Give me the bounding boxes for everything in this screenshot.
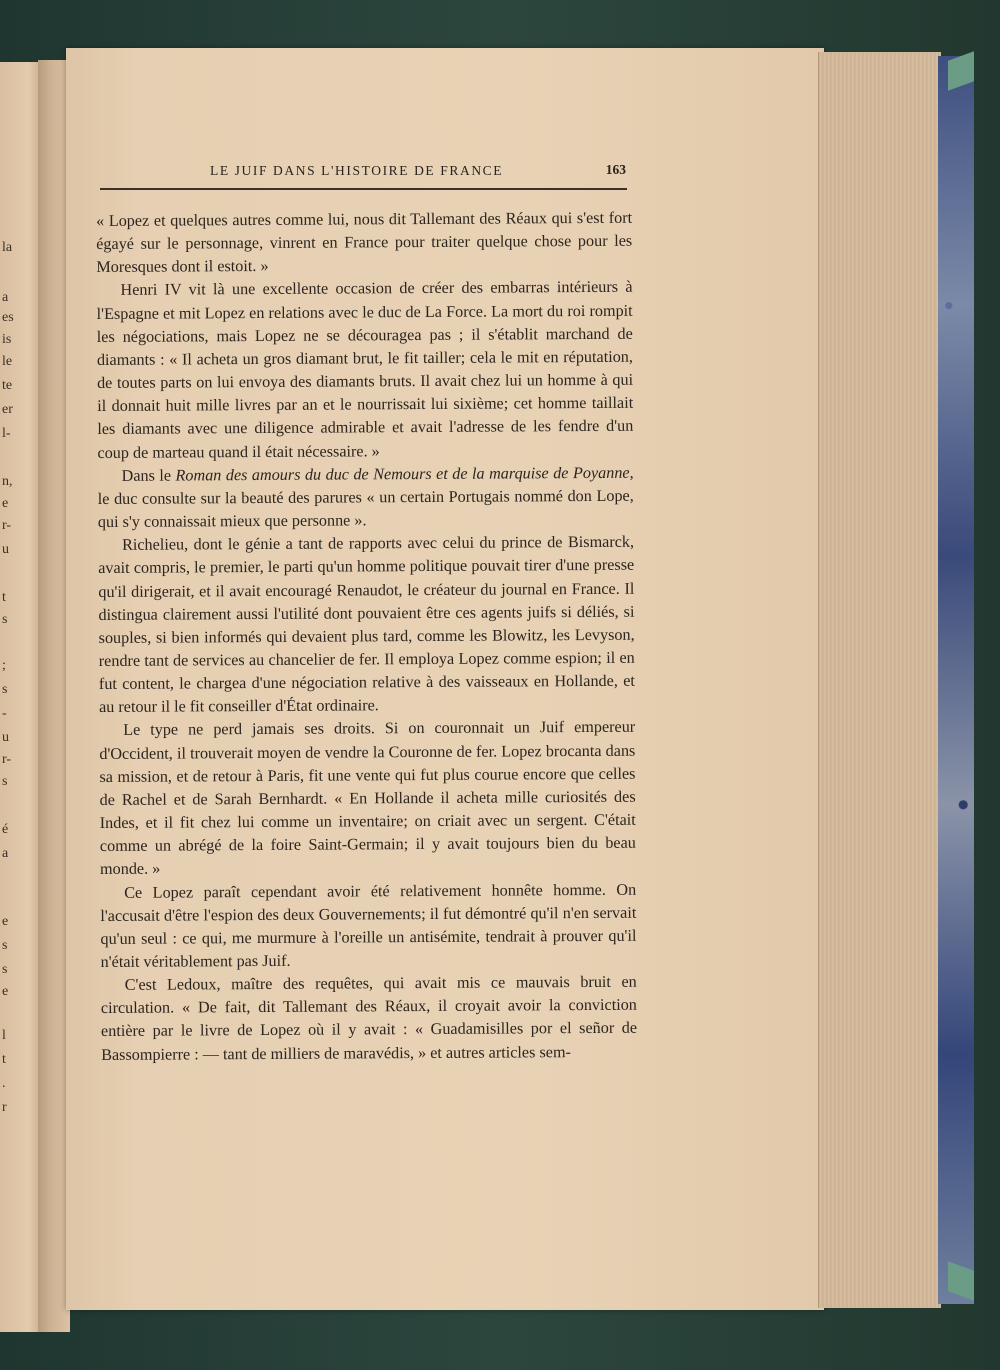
- page-header: [100, 160, 630, 186]
- facing-page-fragment: la: [2, 240, 13, 255]
- facing-page-fragment: a: [2, 290, 9, 305]
- facing-page-fragment: é: [2, 822, 9, 837]
- facing-page-fragment: s: [2, 938, 8, 953]
- paragraph-text: Dans le: [121, 466, 176, 485]
- paragraph: Le type ne perd jamais ses droits. Si on couronnait un Juif empereur d'Occident, il trouverait moyen de vendre la Couronne de fer. Lopez brocanta dans sa mission, et de retour à Paris, fit une vente qui fut plus courue encore que celles de Rachel et de Sarah Bernhardt. « En Hollande il acheta mille curiosités des Indes, et il fit chez lui comme un inventaire; on criait avec un sergent. C'était comme un abrégé de la foire Saint-Germain; il y avait toujours bien du beau monde. »: [99, 718, 636, 879]
- facing-page-fragment: s: [2, 774, 8, 789]
- facing-page-fragment: s: [2, 612, 8, 627]
- facing-page-fragment: t: [2, 590, 6, 605]
- paragraph: Henri IV vit là une excellente occasion de créer des embarras intérieurs à l'Espagne et mit Lopez en relations avec le duc de La Force. La mort du roi rompit les négociations, mais Lopez ne se découragea pas ; il s'établit marchand de diamants : « Il acheta un gros diamant brut, le fit tailler; cela le mit en réputation, de toutes parts on lui envoya des diamants bruts. Il avait chez lui un homme à qui il donnait huit mille livres par an et le nourrissait lui sixième; cet homme taillait les diamants avec une diligence admirable et avait l'adresse de les fendre d'un coup de marteau quand il était nécessaire. »: [96, 278, 634, 462]
- facing-page-fragment: .: [2, 1076, 6, 1091]
- facing-page-fragment: r-: [2, 518, 12, 533]
- facing-page-fragment: s: [2, 682, 8, 697]
- facing-page-fragment: e: [2, 914, 9, 929]
- page-block-edge: [818, 52, 941, 1308]
- facing-page-fragment: -: [2, 706, 7, 721]
- facing-page-fragment: le: [2, 354, 13, 369]
- book-title-italic: Roman des amours du duc de Nemours et de la marquise de Poyanne: [175, 463, 630, 485]
- facing-page-strip: [0, 62, 40, 1332]
- running-title: LE JUIF DANS L'HISTOIRE DE FRANCE: [210, 163, 504, 178]
- facing-page-fragment: a: [2, 846, 9, 861]
- facing-page-fragment: u: [2, 542, 9, 557]
- facing-page-fragment: s: [2, 962, 8, 977]
- facing-page-fragment: r: [2, 1100, 7, 1115]
- marbled-binding: [938, 56, 974, 1304]
- facing-page-fragment: is: [2, 332, 12, 347]
- facing-page-fragment: e: [2, 496, 9, 511]
- facing-page-fragment: te: [2, 378, 13, 393]
- paragraph: C'est Ledoux, maître des requêtes, qui avait mis ce mauvais bruit en circulation. « De fait, dit Tallemant des Réaux, il croyait avoir la conviction entière par le livre de Lopez où il y avait : « Guadamisilles por el señor de Bassompierre : — tant de milliers de maravédis, » et autres articles sem-: [100, 972, 638, 1064]
- facing-page-fragment: r-: [2, 752, 12, 767]
- facing-page-fragment: er: [2, 402, 13, 417]
- facing-page-fragment: e: [2, 984, 9, 999]
- paragraph: « Lopez et quelques autres comme lui, nous dit Tallemant des Réaux qui s'est fort égayé sur le personnage, vinrent en France pour traiter quelque chose pour les Moresques dont il estoit. »: [96, 208, 633, 277]
- page-number: 163: [605, 162, 626, 177]
- body-text: [96, 207, 637, 1067]
- facing-page-fragment: es: [2, 310, 14, 325]
- facing-page-fragment: ;: [2, 658, 6, 673]
- paragraph: Ce Lopez paraît cependant avoir été relativement honnête homme. On l'accusait d'être l'espion des deux Gouvernements; il fut démontré qu'il n'en servait qu'un seul : ce qui, me murmure à l'oreille un antisémite, tendrait à prouver qu'il n'était véritablement pas Juif.: [100, 880, 637, 971]
- facing-page-fragment: l: [2, 1028, 6, 1043]
- facing-page-fragment: u: [2, 730, 9, 745]
- paragraph: Richelieu, dont le génie a tant de rapports avec celui du prince de Bismarck, avait compris, le premier, le parti qu'un homme politique pouvait tirer d'une presse qu'il dirigerait, et il avait encouragé Renaudot, le créateur du journal en France. Il distingua clairement aussi l'utilité dont pouvaient être ces agents juifs si déliés, si souples, si bien informés qui devaient plus tard, comme les Blowitz, les Levyson, rendre tant de services au chancelier de fer. Il employa Lopez comme espion; il en fut content, le chargea d'une négociation relative à des vaisseaux en Hollande, et au retour il le fit conseiller d'État ordinaire.: [98, 532, 635, 717]
- paragraph: [98, 461, 634, 534]
- header-rule: [100, 188, 627, 190]
- facing-page-fragment: l-: [2, 426, 11, 441]
- paragraph-text: , le duc consulte sur la beauté des parures « un certain Portugais nommé don Lope, qui s'y connaissait mieux que personne ».: [97, 463, 634, 532]
- facing-page-fragment: t: [2, 1052, 6, 1067]
- facing-page-fragment: n,: [2, 474, 13, 489]
